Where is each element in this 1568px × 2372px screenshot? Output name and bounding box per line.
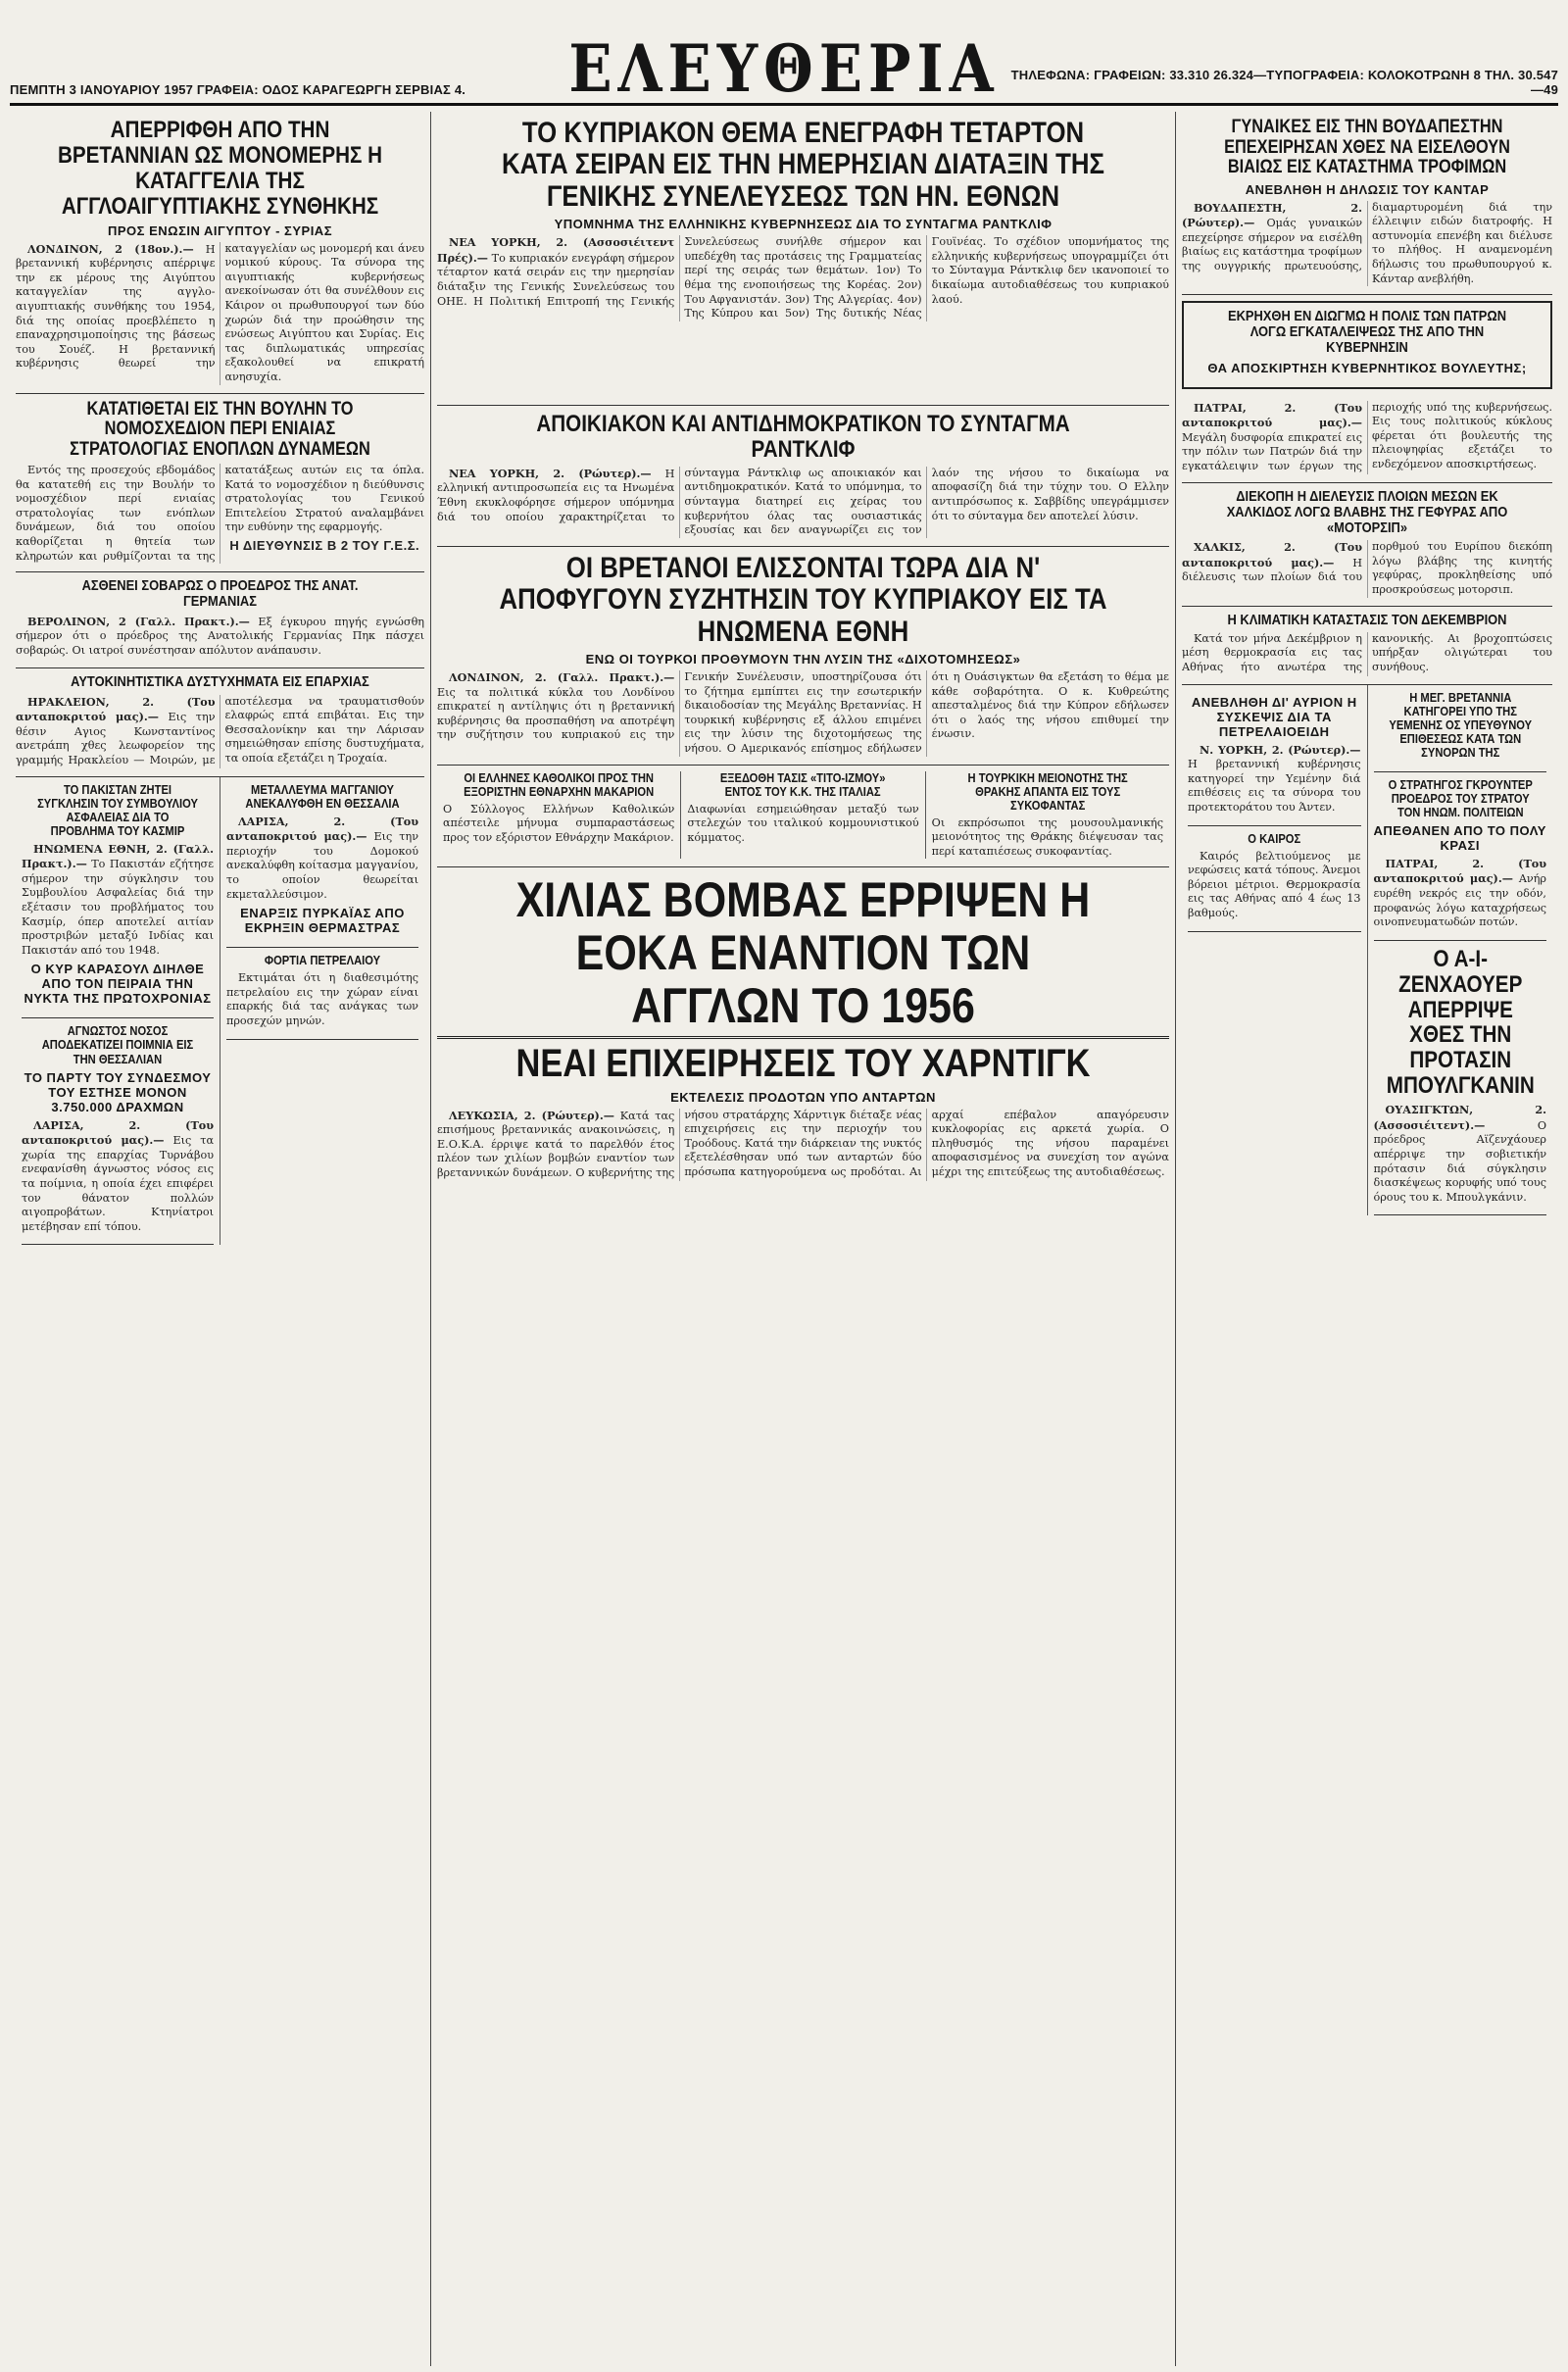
article-headline: Η ΜΕΓ. ΒΡΕΤΑΝΝΙΑ ΚΑΤΗΓΟΡΕΙ ΥΠΟ ΤΗΣ ΥΕΜΕΝΗΣ ΟΣ ΥΠΕΥΘΥΝΟΥ ΕΠΙΘΕΣΕΩΣ ΚΑΤΑ ΤΩΝ ΣΥΝΟΡΩΝ ΤΗΣ (1388, 689, 1532, 760)
column-left (1182, 685, 1368, 1216)
article (1182, 112, 1552, 295)
column-right (220, 777, 424, 1246)
radcliffe-headline: ΑΠΟΙΚΙΑΚΟΝ ΚΑΙ ΑΝΤΙΔΗΜΟΚΡΑΤΙΚΟΝ ΤΟ ΣΥΝΤΑΓΜΑ ΡΑΝΤΚΛΙΦ (536, 411, 1070, 463)
article-headline: ΑΓΝΩΣΤΟΣ ΝΟΣΟΣ ΑΠΟΔΕΚΑΤΙΖΕΙ ΠΟΙΜΝΙΑ ΕΙΣ ΤΗΝ ΘΕΣΣΑΛΙΑΝ (41, 1023, 194, 1066)
article-body (16, 464, 424, 564)
eoka-body (437, 1109, 1169, 1181)
short-news-headline: ΟΙ ΕΛΛΗΝΕΣ ΚΑΘΟΛΙΚΟΙ ΠΡΟΣ ΤΗΝ ΕΞΟΡΙΣΤΗΝ ΕΘΝΑΡΧΗΝ ΜΑΚΑΡΙΟΝ (464, 770, 655, 799)
article-subhead: ΑΠΕΘΑΝΕΝ ΑΠΟ ΤΟ ΠΟΛΥ ΚΡΑΣΙ (1373, 822, 1546, 853)
article-headline: ΦΟΡΤΙΑ ΠΕΤΡΕΛΑΙΟΥ (264, 953, 381, 968)
lead-dateline: ΝΕΑ ΥΟΡΚΗ, 2. (Ασσοσιέιτεντ Πρές).— (437, 235, 675, 265)
radcliffe-article (437, 406, 1169, 547)
article (1188, 826, 1361, 932)
lead-body (437, 235, 1169, 321)
article (16, 394, 424, 573)
article-dateline: ΠΑΤΡΑΙ, 2. (Του ανταποκριτού μας).— (1373, 856, 1546, 886)
article-headline: Ο Α-Ι-ΖΕΝΧΑΟΥΕΡ ΑΠΕΡΡΙΨΕ ΧΘΕΣ ΤΗΝ ΠΡΟΤΑΣΙΝ ΜΠΟΥΛΓΚΑΝΙΝ (1386, 945, 1535, 1100)
eoka-headline-2: ΝΕΑΙ ΕΠΙΧΕΙΡΗΣΕΙΣ ΤΟΥ ΧΑΡΝΤΙΓΚ (515, 1042, 1091, 1086)
article-body (226, 971, 418, 1028)
short-news-text: Ο Σύλλογος Ελλήνων Καθολικών απέστειλε μήνυμα συμπαραστάσεως προς τον εξόριστον Εθνάρχην Μακάριον. (443, 802, 675, 844)
article (226, 948, 418, 1039)
article-headline: ΑΠΕΡΡΙΦΘΗ ΑΠΟ ΤΗΝ ΒΡΕΤΑΝΝΙΑΝ ΩΣ ΜΟΝΟΜΕΡΗΣ Η ΚΑΤΑΓΓΕΛΙΑ ΤΗΣ ΑΓΓΛΟΑΙΓΥΠΤΙΑΚΗΣ ΣΥΝΘΗΚΗΣ (57, 117, 383, 220)
article (1182, 483, 1552, 607)
article-dateline: ΗΝΩΜΕΝΑ ΕΘΝΗ, 2. (Γαλλ. Πρακτ.).— (22, 841, 214, 871)
article-text: Ανήρ ευρέθη νεκρός εις την οδόν, προφανώς λόγω καταχρήσεως οινοπνευματωδών ποτών. (1373, 872, 1546, 929)
article-headline: Ο ΣΤΡΑΤΗΓΟΣ ΓΚΡΟΥΝΤΕΡ ΠΡΟΕΔΡΟΣ ΤΟΥ ΣΤΡΑΤΟΥ ΤΟΝ ΗΝΩΜ. ΠΟΛΙΤΕΙΩΝ (1388, 776, 1533, 819)
short-news-headline: Η ΤΟΥΡΚΙΚΗ ΜΕΙΟΝΟΤΗΣ ΤΗΣ ΘΡΑΚΗΣ ΑΠΑΝΤΑ ΕΙΣ ΤΟΥΣ ΣΥΚΟΦΑΝΤΑΣ (967, 770, 1128, 813)
brits-text: Εις τα πολιτικά κύκλα του Λονδίνου επικρατεί η αντίληψις ότι η βρεταννική κυβέρνησις θα προσπαθήση να αποτρέψη την συζήτησιν του κυπριακού εις την Γενικήν Συνέλευσιν, υποστηρίζουσα ότι το ζήτημα εμπίπτει εις την εσωτερικήν δικαιοδοσίαν της Μεγάλης Βρεταννίας. Η τουρκική κυβέρνησις εξ άλλου επιμένει εις την λύσιν της διχοτομήσεως της νήσου. Ο Αμερικανός επίσημος εδήλωσεν ότι η Ουάσιγκτων θα εξετάση το θέμα με κάθε σοβαρότητα. Ο κ. Κυθρεώτης απεσταλμένος διά την Κύπρον εδήλωσεν ότι ο λαός της νήσου επιθυμεί την ένωσιν. (437, 669, 1169, 755)
article-text: Η βρεταννική κυβέρνησις κατηγορεί την Υεμένην διά επιθέσεις εις τα σύνορα του προτεκτοράτου του Άντεν. (1188, 758, 1361, 814)
article-dateline: ΧΑΛΚΙΣ, 2. (Του ανταποκριτού μας).— (1182, 540, 1362, 569)
article-headline: ΓΥΝΑΙΚΕΣ ΕΙΣ ΤΗΝ ΒΟΥΔΑΠΕΣΤΗΝ ΕΠΕΧΕΙΡΗΣΑΝ ΧΘΕΣ ΝΑ ΕΙΣΕΛΘΟΥΝ ΒΙΑΙΩΣ ΕΙΣ ΚΑΤΑΣΤΗΜΑ ΤΡΟΦΙΜΩΝ (1224, 117, 1510, 178)
article-text: Η διέλευσις των πλοίων διά του πορθμού του Ευρίπου διεκόπη λόγω βλάβης της κινητής γεφύρας, προκληθείσης υπό προσκρούσεως μοτορσιπ. (1182, 540, 1552, 596)
article (1374, 685, 1547, 772)
article-text: Εξ έγκυρου πηγής εγνώσθη σήμερον ότι ο πρόεδρος της Ανατολικής Γερμανίας Πηκ πάσχει σοβαρώς. Οι ιατροί συνέστησαν απόλυτον ανάπαυσιν. (16, 615, 424, 657)
article-headline: ΔΙΕΚΟΠΗ Η ΔΙΕΛΕΥΣΙΣ ΠΛΟΙΩΝ ΜΕΣΩΝ ΕΚ ΧΑΛΚΙΔΟΣ ΛΟΓΩ ΒΛΑΒΗΣ ΤΗΣ ΓΕΦΥΡΑΣ ΑΠΟ «ΜΟΤΟΡΣΙΠ» (1226, 487, 1508, 537)
article-headline: ΤΟ ΠΑΚΙΣΤΑΝ ΖΗΤΕΙ ΣΥΓΚΛΗΣΙΝ ΤΟΥ ΣΥΜΒΟΥΛΙΟΥ ΑΣΦΑΛΕΙΑΣ ΔΙΑ ΤΟ ΠΡΟΒΛΗΜΑ ΤΟΥ ΚΑΣΜΙΡ (37, 781, 198, 838)
article-subhead: ΘΑ ΑΠΟΣΚΙΡΤΗΣΗ ΚΥΒΕΡΝΗΤΙΚΟΣ ΒΟΥΛΕΥΤΗΣ; (1207, 360, 1527, 375)
eoka-text: Κατά τας επισήμους βρεταννικάς ανακοινώσεις, η Ε.Ο.Κ.Α. έρριψε κατά το παρελθόν έτος πλέον των χιλίων βομβών εναντίον των βρεταννικών δυνάμεων. Ο κυβερνήτης της νήσου στρατάρχης Χάρντιγκ διέταξε νέας επιχειρήσεις εις την περιοχήν του Τροόδους. Κατά την διάρκειαν της νυκτός εξετελέσθησαν υπό των ανταρτών δύο πρόσωπα κατηγορούμενα ως προδόται. Αι αρχαί επέβαλον απαγόρευσιν κυκλοφορίας εις αρκετά χωρία. Ο πληθυσμός της νήσου παραμένει αποφασισμένος να συνεχίση τον αγώνα μέχρι της επιτεύξεως της αυτοδιαθέσεως. (437, 1108, 1169, 1179)
article-subhead: ΤΟ ΠΑΡΤΥ ΤΟΥ ΣΥΝΔΕΣΜΟΥ ΤΟΥ ΕΣΤΗΣΕ ΜΟΝΟΝ 3.750.000 ΔΡΑΧΜΩΝ (24, 1069, 212, 1114)
radcliffe-body (437, 467, 1169, 538)
article-text: Εντός της προσεχούς εβδομάδος θα κατατεθή εις την Βουλήν το νομοσχέδιον περί ενιαίας στρατολογίας των ενόπλων δυνάμεων, διά του οποίου καθορίζεται η θητεία των κληρωτών και ρυθμίζονται τα της κατατάξεως αυτών εις τα όπλα. Κατά το νομοσχέδιον η διεύθυνσις στρατολογίας του Γενικού Επιτελείου Στρατού αναλαμβάνει την ευθύνην της εφαρμογής. (16, 464, 424, 563)
article-dateline: ΛΟΝΔΙΝΟΝ, 2 (18ον.).— (27, 241, 194, 256)
left-column (10, 112, 431, 2366)
article-body (16, 615, 424, 659)
article-text: Ο πρόεδρος Αϊζενχάουερ απέρριψε την σοβιετικήν πρότασιν διά σύγκλησιν διασκέψεως κορυφής υπό τους όρους του κ. Μπουλγκάνιν. (1373, 1118, 1546, 1204)
article-headline: ΕΚΡΗΧΘΗ ΕΝ ΔΙΩΓΜΩ Η ΠΟΛΙΣ ΤΩΝ ΠΑΤΡΩΝ ΛΟΓΩ ΕΓΚΑΤΑΛΕΙΨΕΩΣ ΤΗΣ ΑΠΟ ΤΗΝ ΚΥΒΕΡΝΗΣΙΝ (1227, 308, 1507, 357)
column-split (16, 777, 424, 1246)
brits-dateline: ΛΟΝΔΙΝΟΝ, 2. (Γαλλ. Πρακτ.).— (449, 669, 675, 684)
eoka-subhead: ΕΚΤΕΛΕΣΙΣ ΠΡΟΔΟΤΩΝ ΥΠΟ ΑΝΤΑΡΤΩΝ (670, 1089, 936, 1105)
article-headline: ΜΕΤΑΛΛΕΥΜΑ ΜΑΓΓΑΝΙΟΥ ΑΝΕΚΑΛΥΦΘΗ ΕΝ ΘΕΣΣΑΛΙΑ (245, 781, 400, 811)
page-columns (10, 112, 1558, 2366)
lead-subhead: ΥΠΟΜΝΗΜΑ ΤΗΣ ΕΛΛΗΝΙΚΗΣ ΚΥΒΕΡΝΗΣΕΩΣ ΔΙΑ ΤΟ ΣΥΝΤΑΓΜΑ ΡΑΝΤΚΛΙΦ (554, 217, 1053, 232)
article (1188, 685, 1361, 826)
short-news-text: Οι εκπρόσωποι της μουσουλμανικής μειονότητος της Θράκης διέψευσαν τας περί καταπιέσεως συκοφαντίας. (931, 815, 1163, 858)
article-text: Εις την θέσιν Αγιος Κωνσταντίνος ανετράπη χθες λεωφορείον της γραμμής Ηρακλείου — Μοιρών, με αποτέλεσμα να τραυματισθούν ελαφρώς επτά επιβάται. Εις την Θεσσαλονίκην και την Λάρισαν σημειώθησαν επίσης δυστυχήματα, τα οποία εξετάζει η Τροχαία. (16, 694, 424, 766)
article (1374, 772, 1547, 941)
masthead-phones: ΤΗΛΕΦΩΝΑ: ΓΡΑΦΕΙΩΝ: 33.310 26.324—ΤΥΠΟΓΡΑΦΕΙΑ: ΚΟΛΟΚΟΤΡΩΝΗ 8 ΤΗΛ. 30.547—49 (1010, 68, 1558, 97)
article-subhead: ΕΝΑΡΞΙΣ ΠΥΡΚΑΪΑΣ ΑΠΟ ΕΚΡΗΞΙΝ ΘΕΡΜΑΣΤΡΑΣ (240, 906, 405, 936)
short-news-headline: ΕΞΕΔΟΘΗ ΤΑΣΙΣ «ΤΙΤΟ-ΙΖΜΟΥ» ΕΝΤΟΣ ΤΟΥ Κ.Κ. ΤΗΣ ΙΤΑΛΙΑΣ (720, 770, 886, 799)
brits-subhead: ΕΝΩ ΟΙ ΤΟΥΡΚΟΙ ΠΡΟΘΥΜΟΥΝ ΤΗΝ ΛΥΣΙΝ ΤΗΣ «ΔΙΧΟΤΟΜΗΣΕΩΣ» (585, 651, 1021, 667)
newspaper-title: ΕΛΕΥΘΕΡΙΑ (568, 29, 1000, 108)
center-columns (431, 112, 1176, 2366)
article-text: Το Πακιστάν εζήτησε σήμερον την σύγκλησιν του Συμβουλίου Ασφαλείας διά την εξέτασιν του προβλήματος του Κασμίρ, όπερ αποτελεί αιτίαν προστριβών μεταξύ Ινδίας και Πακιστάν από του 1948. (22, 858, 214, 957)
article-body (1182, 540, 1552, 597)
article-subhead: ΠΡΟΣ ΕΝΩΣΙΝ ΑΙΓΥΠΤΟΥ - ΣΥΡΙΑΣ (108, 222, 332, 238)
article-text: Εις την περιοχήν του Δομοκού ανεκαλύφθη κοίτασμα μαγγανίου, το οποίον θεωρείται εκμεταλλεύσιμον. (226, 830, 418, 901)
short-news-center (681, 771, 925, 860)
masthead-date-address: ΠΕΜΠΤΗ 3 ΙΑΝΟΥΑΡΙΟΥ 1957 ΓΡΑΦΕΙΑ: ΟΔΟΣ ΚΑΡΑΓΕΩΡΓΗ ΣΕΡΒΙΑΣ 4. (10, 82, 466, 97)
article-text: Η βρεταννική κυβέρνησις απέρριψε την εκ μέρους της Αιγύπτου καταγγελίαν της αγγλο-αιγυπτιακής συνθήκης του 1954, διά της οποίας προεβλέπετο η επαναχρησιμοποίησις της βάσεως του Σουέζ. Η βρεταννική κυβέρνησις θεωρεί την καταγγελίαν ως μονομερή και άνευ νομικού κύρους. Τα σύνορα της αιγυπτιακής κυβερνήσεως ανεκοίνωσαν ότι θα συνέλθουν εις Κάιρον οι πρωθυπουργοί των δύο χωρών διά την προώθησιν της ενώσεως Αιγύπτου και Συρίας. Εις τας διπλωματικάς υπηρεσίας εξακολουθεί να επικρατή ανησυχία. (16, 241, 424, 383)
article-subhead: Ο ΚΥΡ ΚΑΡΑΣΟΥΛ ΔΙΗΛΘΕ ΑΠΟ ΤΟΝ ΠΕΙΡΑΙΑ ΤΗΝ ΝΥΚΤΑ ΤΗΣ ΠΡΩΤΟΧΡΟΝΙΑΣ (24, 962, 212, 1007)
boxed-article (1182, 301, 1552, 389)
article-text: Εις τα χωρία της επαρχίας Τυρνάβου ενεφανίσθη άγνωστος νόσος εις τα ποίμνια, η οποία έχει επιφέρει τον θάνατον πολλών αιγοπροβάτων. Κτηνίατροι μετέβησαν επί τόπου. (22, 1134, 214, 1233)
radcliffe-dateline: ΝΕΑ ΥΟΡΚΗ, 2. (Ρώυτερ).— (449, 466, 652, 480)
article-body (22, 1118, 214, 1235)
article-dateline: ΛΑΡΙΣΑ, 2. (Του ανταποκριτού μας).— (22, 1117, 214, 1148)
article-dateline: ΠΑΤΡΑΙ, 2. (Του ανταποκριτού μας).— (1182, 400, 1362, 430)
article-headline: Ο ΚΑΙΡΟΣ (1248, 830, 1301, 846)
article-headline: Η ΚΛΙΜΑΤΙΚΗ ΚΑΤΑΣΤΑΣΙΣ ΤΟΝ ΔΕΚΕΜΒΡΙΟΝ (1227, 611, 1507, 628)
short-news-row (437, 766, 1169, 868)
article (22, 1018, 214, 1245)
article-body (1182, 201, 1552, 287)
short-news-text: Διαφωνίαι εσημειώθησαν μεταξύ των στελεχών του ιταλικού κομμουνιστικού κόμματος. (687, 802, 919, 844)
eoka-dateline: ΛΕΥΚΩΣΙΑ, 2. (Ρώυτερ).— (449, 1108, 614, 1122)
article-dateline: Ν. ΥΟΡΚΗ, 2. (Ρώυτερ).— (1200, 742, 1361, 757)
article (16, 572, 424, 668)
article (22, 777, 214, 1019)
article-body (16, 242, 424, 385)
article-body (22, 842, 214, 959)
article-headline: ΑΥΤΟΚΙΝΗΤΙΣΤΙΚΑ ΔΥΣΤΥΧΗΜΑΤΑ ΕΙΣ ΕΠΑΡΧΙΑΣ (71, 673, 369, 691)
article-dateline: ΟΥΑΣΙΓΚΤΩΝ, 2. (Ασσοσιέιτεντ).— (1373, 1103, 1546, 1132)
article-dateline: ΛΑΡΙΣΑ, 2. (Του ανταποκριτού μας).— (226, 814, 418, 844)
brits-body (437, 670, 1169, 757)
column-left (16, 777, 220, 1246)
article (1182, 395, 1552, 483)
brits-article (437, 547, 1169, 766)
article-body (1182, 632, 1552, 676)
article-body (1188, 850, 1361, 921)
article-dateline: ΒΕΡΟΛΙΝΟΝ, 2 (Γαλλ. Πρακτ.).— (27, 614, 250, 628)
article-body (1374, 857, 1547, 930)
eoka-headline: ΧΙΛΙΑΣ ΒΟΜΒΑΣ ΕΡΡΙΨΕΝ Η ΕΟΚΑ ΕΝΑΝΤΙΟΝ ΤΩΝ ΑΓΓΛΩΝ ΤΟ 1956 (515, 872, 1091, 1034)
masthead (10, 12, 1558, 106)
article-text: Ομάς γυναικών επεχείρησε σήμερον να εισέλθη βιαίως εις κατάστημα τροφίμων της ουγγρικής πρωτευούσης, διαμαρτυρομένη διά την έλλειψιν ειδών διατροφής. Η αστυνομία επενέβη και διέλυσε το πλήθος. Η αναμενομένη δήλωσις του πρωθυπουργού κ. Κάνταρ ανεβλήθη. (1182, 200, 1552, 285)
article-headline: ΑΣΘΕΝΕΙ ΣΟΒΑΡΩΣ Ο ΠΡΟΕΔΡΟΣ ΤΗΣ ΑΝΑΤ. ΓΕΡΜΑΝΙΑΣ (81, 577, 359, 611)
brits-headline: ΟΙ ΒΡΕΤΑΝΟΙ ΕΛΙΣΣΟΝΤΑΙ ΤΩΡΑ ΔΙΑ Ν' ΑΠΟΦΥΓΟΥΝ ΣΥΖΗΤΗΣΙΝ ΤΟΥ ΚΥΠΡΙΑΚΟΥ ΕΙΣ ΤΑ ΗΝΩΜΕΝΑ ΕΘΝΗ (499, 551, 1107, 648)
article-body (226, 815, 418, 903)
article (1374, 941, 1547, 1216)
eoka-article (437, 867, 1169, 1188)
article-headline: ΚΑΤΑΤΙΘΕΤΑΙ ΕΙΣ ΤΗΝ ΒΟΥΛΗΝ ΤΟ ΝΟΜΟΣΧΕΔΙΟΝ ΠΕΡΙ ΕΝΙΑΙΑΣ ΣΤΡΑΤΟΛΟΓΙΑΣ ΕΝΟΠΛΩΝ ΔΥΝΑΜΕΩΝ (70, 398, 370, 460)
article-body (1374, 1103, 1547, 1205)
lead-headline: ΤΟ ΚΥΠΡΙΑΚΟΝ ΘΕΜΑ ΕΝΕΓΡΑΦΗ ΤΕΤΑΡΤΟΝ ΚΑΤΑ ΣΕΙΡΑΝ ΕΙΣ ΤΗΝ ΗΜΕΡΗΣΙΑΝ ΔΙΑΤΑΞΙΝ ΤΗΣ ΓΕΝΙΚΗΣ ΣΥΝΕΛΕΥΣΕΩΣ ΤΩΝ ΗΝ. ΕΘΝΩΝ (501, 117, 1104, 213)
article (1182, 607, 1552, 685)
radcliffe-text: Η ελληνική αντιπροσωπεία εις τα Ηνωμένα Έθνη εκυκλοφόρησε σήμερον υπόμνημα διά του οποίου χαρακτηρίζεται το σύνταγμα Ράντκλιφ ως αποικιακόν και αντιδημοκρατικόν. Κατά το υπόμνημα, το σύνταγμα διατηρεί εις χείρας του κυβερνήτου όλας τας ουσιαστικάς εξουσίας και δεν αναγνωρίζει εις τον λαόν της νήσου το δικαίωμα να αποφασίζη διά την τύχην του. Ο Ελλην αντιπρόσωπος κ. Σαββίδης υπεγράμμισεν ότι το σύνταγμα δεν αποτελεί λύσιν. (437, 466, 1169, 537)
article-subhead: ΑΝΕΒΛΗΘΗ ΔΙ' ΑΥΡΙΟΝ Η ΣΥΣΚΕΨΙΣ ΔΙΑ ΤΑ ΠΕΤΡΕΛΑΙΟΕΙΔΗ (1191, 694, 1357, 739)
article-body (16, 695, 424, 768)
column-right (1368, 685, 1553, 1216)
short-news-right (926, 771, 1169, 860)
article-subhead: ΑΝΕΒΛΗΘΗ Η ΔΗΛΩΣΙΣ ΤΟΥ ΚΑΝΤΑΡ (1245, 181, 1490, 197)
article (16, 112, 424, 394)
lead-text: Το κυπριακόν ενεγράφη σήμερον τέταρτον κατά σειράν εις την ημερησίαν διάταξιν της Γενικής Συνελεύσεως του ΟΗΕ. Η Πολιτική Επιτροπή της Γενικής Συνελεύσεως συνήλθε σήμερον και υπεδέχθη τας προτάσεις της Γραμματείας περί της σειράς των θεμάτων. 1ον) Το θέμα της ενοποιήσεως της Κορέας. 2ον) Του Αφγανιστάν. 3ον) Της Αλγερίας. 4ον) Της Κύπρου και 5ον) Της δυτικής Νέας Γουϊνέας. Το σχέδιον υπομνήματος της ελληνικής κυβερνήσεως υπογραμμίζει ότι το Σύνταγμα Ράντκλιφ δεν ικανοποιεί το δικαίωμα αυτοδιαθέσεως του κυπριακού λαού. (437, 235, 1169, 321)
headline-rule (437, 1036, 1169, 1039)
article-text: Κατά τον μήνα Δεκέμβριον η μέση θερμοκρασία εις τας Αθήνας ήτο ανωτέρα της κανονικής. Αι βροχοπτώσεις υπήρξαν ολιγώτεραι του συνήθους. (1182, 631, 1552, 673)
article-dateline: ΗΡΑΚΛΕΙΟΝ, 2. (Του ανταποκριτού μας).— (16, 694, 216, 724)
article-body (1188, 743, 1361, 815)
article (16, 668, 424, 776)
article-text: Εκτιμάται ότι η διαθεσιμότης πετρελαίου εις την χώραν είναι επαρκής διά τας ανάγκας των προσεχών μηνών. (226, 971, 418, 1028)
article-body (1182, 401, 1552, 474)
article-dateline: ΒΟΥΔΑΠΕΣΤΗ, 2. (Ρώυτερ).— (1182, 200, 1362, 230)
article-text: Καιρός βελτιούμενος με νεφώσεις κατά τόπους. Άνεμοι βόρειοι μέτριοι. Θερμοκρασία εις τας Αθήνας από 4 έως 13 βαθμούς. (1188, 849, 1361, 919)
lead-article (437, 112, 1169, 406)
article (226, 777, 418, 949)
short-news-left (437, 771, 681, 860)
right-column (1176, 112, 1558, 2366)
article-subhead: Η ΔΙΕΥΘΥΝΣΙΣ Β 2 ΤΟΥ Γ.Ε.Σ. (229, 538, 420, 554)
column-split (1182, 685, 1552, 1216)
article-text: Μεγάλη δυσφορία επικρατεί εις την πόλιν των Πατρών διά την εγκατάλειψιν των έργων της περιοχής υπό της κυβερνήσεως. Εις τους πολιτικούς κύκλους φέρεται ότι βουλευτής της πλειοψηφίας εξετάζει το ενδεχόμενον αποσκιρτήσεως. (1182, 400, 1552, 473)
